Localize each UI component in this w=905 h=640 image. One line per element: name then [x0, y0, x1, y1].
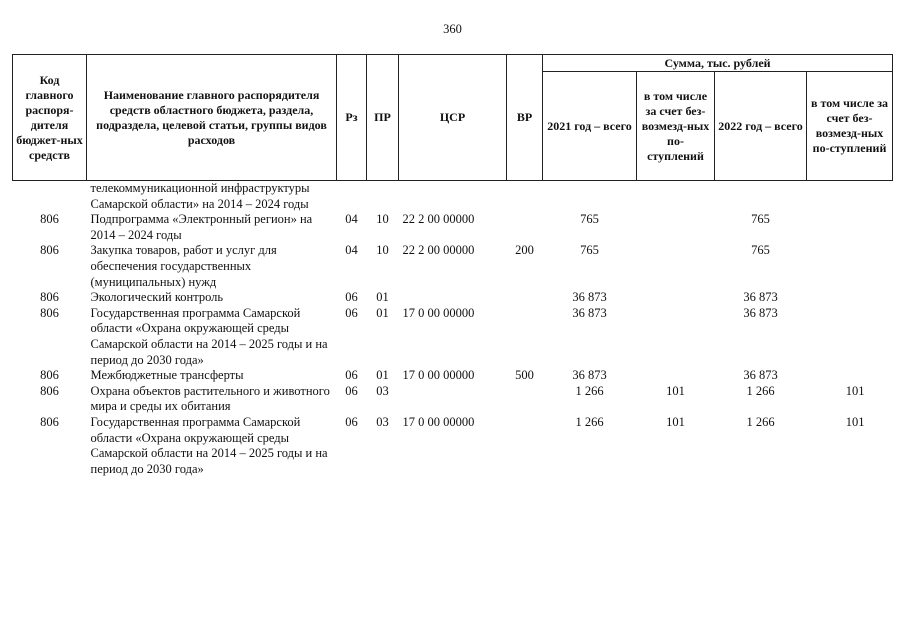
cell-rz: 06	[345, 290, 358, 305]
cell-csr: 17 0 00 00000	[402, 368, 475, 383]
cell-2021-total: 765	[580, 212, 599, 227]
cell-rz: 06	[345, 368, 358, 383]
cell-csr: 17 0 00 00000	[402, 305, 475, 320]
cell-csr: 17 0 00 00000	[402, 414, 475, 429]
cell-name: Закупка товаров, работ и услуг для обеспечения государственных (муниципальных) нужд	[90, 243, 277, 289]
cell-2021-free	[637, 290, 715, 306]
cell-2021-free	[637, 243, 715, 290]
cell-pr: 03	[376, 383, 389, 398]
cell-2021-free	[637, 181, 715, 213]
cell-code: 806	[40, 414, 59, 429]
cell-vr	[507, 415, 543, 477]
cell-2021-total: 36 873	[572, 368, 607, 383]
cell-2022-total: 36 873	[743, 368, 778, 383]
cell-name: Государственная программа Самарской области «Охрана окружающей среды Самарской области на 2014 – 2025 годы и на период до 2030 года»	[90, 414, 328, 476]
header-2022-free: в том числе за счет без-возмезд-ных по-ступлений	[807, 72, 893, 181]
cell-code: 806	[40, 305, 59, 320]
header-rz: Рз	[337, 55, 367, 181]
cell-2022-free	[807, 243, 893, 290]
cell-2022-total: 36 873	[743, 290, 778, 305]
cell-2022-free: 101	[845, 383, 865, 398]
cell-pr: 01	[376, 368, 389, 383]
table-row	[13, 243, 893, 290]
cell-vr: 200	[515, 243, 534, 258]
table-row	[13, 368, 893, 384]
header-2021-free: в том числе за счет без-возмезд-ных по-ступлений	[637, 72, 715, 181]
cell-name: Подпрограмма «Электронный регион» на 2014 – 2024 годы	[90, 212, 313, 242]
cell-csr	[399, 384, 507, 415]
cell-csr	[399, 181, 507, 213]
cell-vr	[507, 384, 543, 415]
cell-2021-free: 101	[666, 383, 685, 398]
cell-2021-free	[637, 212, 715, 243]
header-code: Код главного распоря-дителя бюджет-ных средств	[13, 55, 87, 181]
cell-2022-total: 1 266	[746, 414, 775, 429]
cell-rz	[337, 181, 367, 213]
cell-csr: 22 2 00 00000	[402, 243, 475, 258]
cell-2022-total	[715, 181, 807, 213]
cell-2021-total	[543, 181, 637, 213]
cell-2022-total: 765	[751, 243, 770, 258]
cell-pr: 03	[376, 414, 389, 429]
table-row	[13, 212, 893, 243]
cell-rz: 06	[345, 383, 358, 398]
cell-vr	[507, 181, 543, 213]
cell-pr: 01	[376, 290, 389, 305]
header-pr: ПР	[367, 55, 399, 181]
cell-2021-total: 1 266	[575, 383, 604, 398]
cell-rz: 06	[345, 305, 358, 320]
cell-name: Государственная программа Самарской области «Охрана окружающей среды Самарской области на 2014 – 2025 годы и на период до 2030 года»	[90, 305, 328, 367]
header-sum-group: Сумма, тыс. рублей	[543, 55, 893, 72]
cell-vr: 500	[515, 368, 534, 383]
cell-2021-free: 101	[666, 414, 685, 429]
budget-table	[12, 54, 893, 477]
cell-code: 806	[40, 383, 59, 398]
cell-name: телекоммуникационной инфраструктуры Самарской области» на 2014 – 2024 годы	[90, 181, 310, 211]
header-name: Наименование главного распорядителя средств областного бюджета, раздела, подраздела, целевой статьи, группы видов расходов	[87, 55, 337, 181]
cell-2021-free	[637, 368, 715, 384]
cell-2021-total: 36 873	[572, 305, 607, 320]
cell-rz: 04	[345, 243, 358, 258]
cell-vr	[507, 306, 543, 368]
cell-2021-free	[637, 306, 715, 368]
cell-code: 806	[40, 243, 59, 258]
cell-2022-total: 36 873	[743, 305, 778, 320]
cell-2021-total: 36 873	[572, 290, 607, 305]
cell-2022-free	[807, 290, 893, 306]
cell-rz: 04	[345, 212, 358, 227]
cell-2022-total: 765	[751, 212, 770, 227]
table-row	[13, 290, 893, 306]
page-number: 360	[443, 22, 462, 36]
header-csr: ЦСР	[399, 55, 507, 181]
cell-2022-free	[807, 212, 893, 243]
cell-code: 806	[40, 212, 59, 227]
cell-pr: 10	[376, 243, 389, 258]
cell-name: Охрана объектов растительного и животного мира и среды их обитания	[90, 383, 330, 414]
cell-2022-free	[807, 181, 893, 213]
table-row	[13, 384, 893, 415]
table-row	[13, 306, 893, 368]
header-2021-total: 2021 год – всего	[543, 72, 637, 181]
cell-code	[13, 181, 87, 213]
cell-name: Межбюджетные трансферты	[90, 368, 244, 383]
cell-rz: 06	[345, 414, 358, 429]
cell-2022-free	[807, 368, 893, 384]
table-row	[13, 415, 893, 477]
cell-2021-total: 765	[580, 243, 599, 258]
cell-pr: 01	[376, 305, 389, 320]
cell-pr	[367, 181, 399, 213]
cell-name: Экологический контроль	[90, 290, 224, 305]
table-row	[13, 181, 893, 213]
cell-2022-free: 101	[845, 414, 865, 429]
table-header	[13, 55, 893, 181]
cell-2022-total: 1 266	[746, 383, 775, 398]
cell-2022-free	[807, 306, 893, 368]
cell-vr	[507, 290, 543, 306]
cell-vr	[507, 212, 543, 243]
header-vr: ВР	[507, 55, 543, 181]
cell-code: 806	[40, 290, 59, 305]
cell-csr: 22 2 00 00000	[402, 212, 475, 227]
cell-2021-total: 1 266	[575, 414, 604, 429]
header-2022-total: 2022 год – всего	[715, 72, 807, 181]
cell-code: 806	[40, 368, 59, 383]
cell-pr: 10	[376, 212, 389, 227]
table-body	[13, 181, 893, 478]
cell-csr	[399, 290, 507, 306]
